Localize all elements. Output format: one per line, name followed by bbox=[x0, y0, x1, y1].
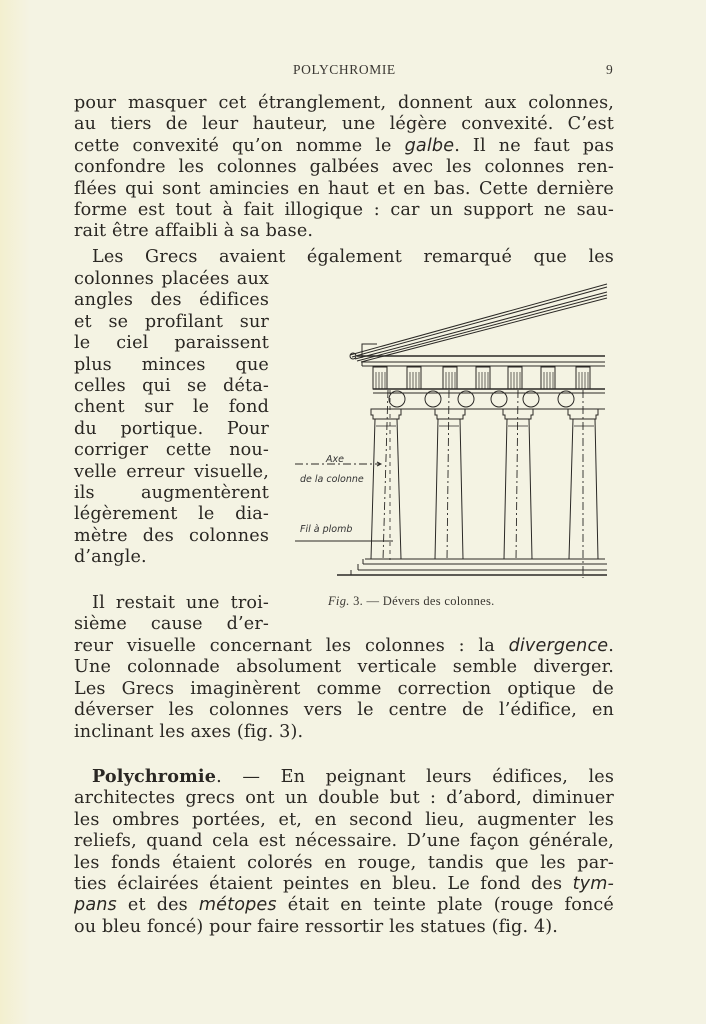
text-line bbox=[74, 766, 614, 788]
text-line: d’angle. bbox=[74, 547, 147, 568]
text-line: corriger cette nou- bbox=[74, 440, 269, 461]
text-line: les ombres portées, et, en second lieu, augmenter les bbox=[74, 809, 614, 830]
text-line: Les Grecs imaginèrent comme correction optique de bbox=[74, 678, 614, 699]
text-fragment: ties éclairées étaient peintes en bleu. Le fond des bbox=[74, 874, 563, 895]
paragraph-2-narrow-column bbox=[74, 269, 269, 569]
text-line: pour masquer cet étranglement, donnent aux colonnes, bbox=[74, 93, 614, 113]
text-line: velle erreur visuelle, bbox=[74, 461, 269, 482]
text-fragment: . bbox=[608, 636, 614, 656]
caption-text: 3. — Dévers des colonnes. bbox=[349, 594, 495, 608]
text-line: Il restait une troi- bbox=[92, 593, 269, 613]
text-line: les fonds étaient colorés en rouge, tandis que les par- bbox=[74, 852, 614, 873]
text-line: reliefs, quand cela est nécessaire. D’une façon générale, bbox=[74, 831, 614, 852]
running-head bbox=[0, 62, 706, 82]
text-fragment: reur visuelle concernant les colonnes : la bbox=[74, 636, 495, 656]
text-line: confondre les colonnes galbées avec les colonnes ren- bbox=[74, 157, 614, 178]
text-line bbox=[74, 874, 614, 895]
paragraph-3 bbox=[74, 636, 614, 743]
text-line: angles des édifices bbox=[74, 290, 269, 311]
text-line: ils augmentèrent bbox=[74, 483, 269, 504]
label-fil-a-plomb: Fil à plomb bbox=[300, 524, 353, 535]
text-line: colonnes placées aux bbox=[74, 269, 269, 289]
text-fragment: . Il ne faut pas bbox=[454, 135, 614, 156]
text-line: au tiers de leur hauteur, une légère convexité. C’est bbox=[74, 114, 614, 135]
text-line: et se profilant sur bbox=[74, 311, 269, 332]
term-tympans: tym- bbox=[572, 874, 614, 895]
text-line: inclinant les axes (fig. 3). bbox=[74, 721, 304, 742]
text-line: légèrement le dia- bbox=[74, 504, 269, 525]
term-divergence: divergence bbox=[508, 636, 609, 656]
text-line: plus minces que bbox=[74, 354, 269, 375]
page-number: 9 bbox=[606, 62, 613, 77]
page-edge-shadow bbox=[0, 0, 30, 1024]
text-line: flées qui sont amincies en haut et en bas. Cette dernière bbox=[74, 178, 614, 199]
text-line: celles qui se déta- bbox=[74, 376, 269, 397]
paragraph-2 bbox=[74, 247, 614, 268]
text-line: déverser les colonnes vers le centre de l’édifice, en bbox=[74, 700, 614, 721]
paragraph-1 bbox=[74, 93, 614, 243]
figure-3-temple-columns bbox=[285, 278, 615, 578]
text-line bbox=[74, 136, 614, 157]
text-line: architectes grecs ont un double but : d’abord, diminuer bbox=[74, 788, 614, 809]
label-de-la-colonne: de la colonne bbox=[300, 474, 364, 485]
term-tympans-cont: pans bbox=[74, 895, 117, 916]
text-line: chent sur le fond bbox=[74, 397, 269, 418]
text-line: du portique. Pour bbox=[74, 418, 269, 439]
text-fragment: était en teinte plate (rouge foncé bbox=[276, 895, 614, 916]
running-title: POLYCHROMIE bbox=[293, 62, 396, 77]
text-fragment: cette convexité qu’on nomme le bbox=[74, 135, 392, 156]
section-heading-polychromie: Polychromie bbox=[92, 766, 217, 787]
text-fragment: et des bbox=[116, 895, 199, 916]
term-galbe: galbe bbox=[404, 135, 455, 156]
paragraph-4 bbox=[74, 766, 614, 938]
term-metopes: métopes bbox=[198, 895, 277, 916]
text-line: Une colonnade absolument verticale semble diverger. bbox=[74, 657, 614, 678]
text-line bbox=[74, 636, 614, 657]
text-line: Les Grecs avaient également remarqué que les bbox=[92, 247, 614, 267]
caption-fig-label: Fig. bbox=[328, 594, 350, 608]
figure-caption bbox=[328, 594, 495, 609]
text-line: mètre des colonnes bbox=[74, 525, 269, 546]
text-line bbox=[74, 895, 614, 916]
label-axe: Axe bbox=[326, 454, 344, 465]
text-line: sième cause d’er- bbox=[74, 614, 269, 635]
text-line: forme est tout à fait illogique : car un support ne sau- bbox=[74, 200, 614, 221]
text-fragment: . — En peignant leurs édifices, les bbox=[216, 767, 614, 787]
paragraph-3-narrow-column bbox=[74, 593, 269, 636]
text-line: rait être affaibli à sa base. bbox=[74, 221, 314, 242]
text-line: le ciel paraissent bbox=[74, 333, 269, 354]
text-line: ou bleu foncé) pour faire ressortir les statues (fig. 4). bbox=[74, 916, 559, 937]
